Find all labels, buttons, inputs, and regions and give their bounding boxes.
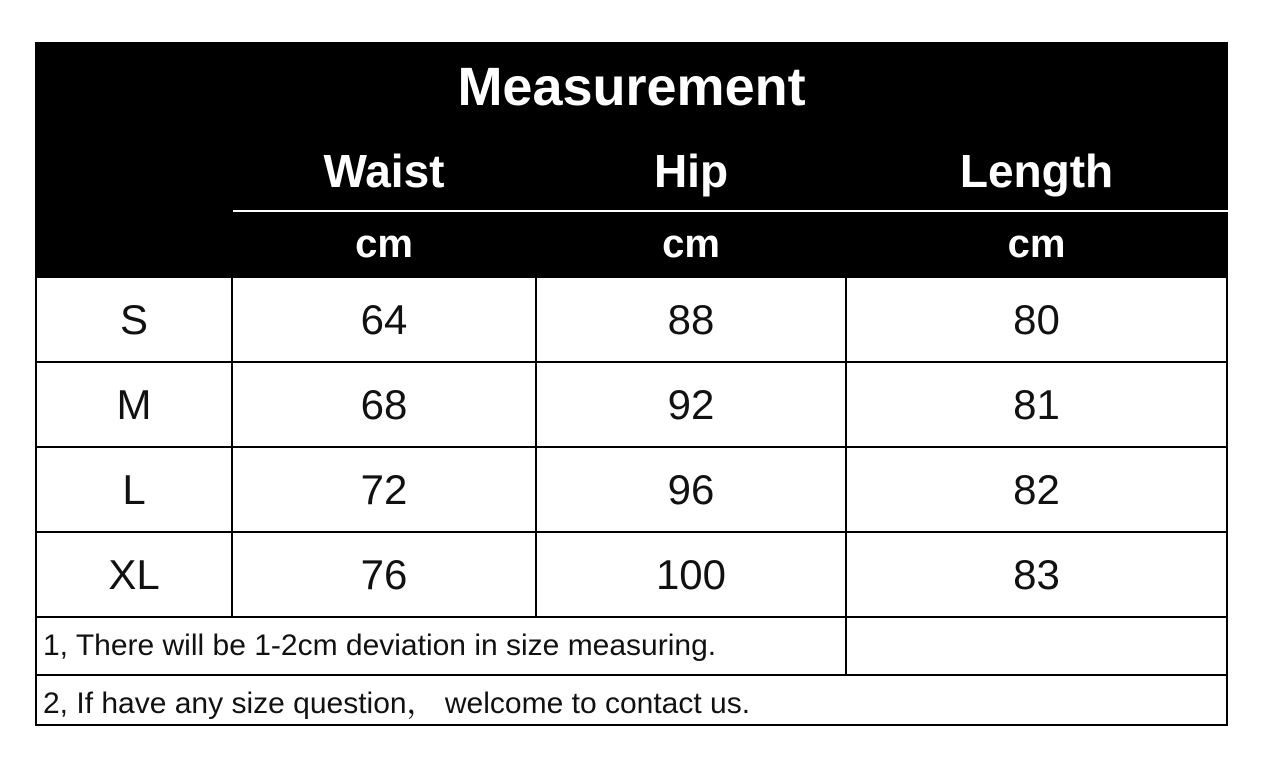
note-contact: 2, If have any size question， welcome to contact us. [36, 675, 1227, 725]
size-chart-table [35, 42, 1228, 726]
size-label: XL [36, 532, 232, 617]
note-deviation: 1, There will be 1-2cm deviation in size measuring. [36, 617, 846, 675]
length-value: 82 [846, 447, 1227, 532]
unit-length: cm [846, 211, 1227, 277]
waist-value: 64 [232, 277, 536, 362]
hip-value: 92 [536, 362, 846, 447]
title-row [36, 43, 1227, 131]
note-row [36, 675, 1227, 725]
waist-value: 68 [232, 362, 536, 447]
size-label: S [36, 277, 232, 362]
length-value: 83 [846, 532, 1227, 617]
size-label: M [36, 362, 232, 447]
hip-value: 96 [536, 447, 846, 532]
table-title: Measurement [36, 43, 1227, 131]
column-header-hip: Hip [536, 131, 846, 211]
table-row [36, 277, 1227, 362]
note-empty-cell [846, 617, 1227, 675]
unit-hip: cm [536, 211, 846, 277]
column-header-waist: Waist [232, 131, 536, 211]
length-value: 80 [846, 277, 1227, 362]
table-row [36, 447, 1227, 532]
hip-value: 88 [536, 277, 846, 362]
table-row [36, 532, 1227, 617]
hip-value: 100 [536, 532, 846, 617]
column-header-row [36, 131, 1227, 211]
size-label: L [36, 447, 232, 532]
length-value: 81 [846, 362, 1227, 447]
waist-value: 72 [232, 447, 536, 532]
table-row [36, 362, 1227, 447]
column-header-length: Length [846, 131, 1227, 211]
waist-value: 76 [232, 532, 536, 617]
note-row [36, 617, 1227, 675]
unit-waist: cm [232, 211, 536, 277]
size-header-cell [36, 131, 232, 277]
